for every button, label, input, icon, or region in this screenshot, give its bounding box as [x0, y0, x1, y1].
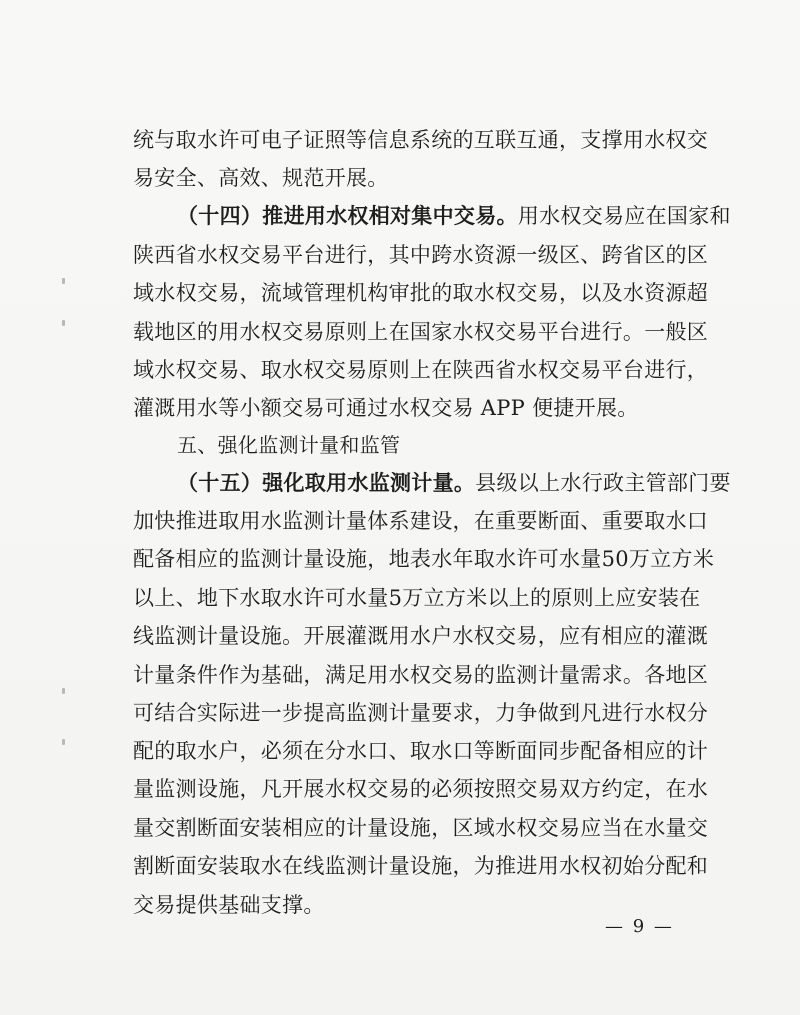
text-line-15: 计量条件作为基础，满足用水权交易的监测计量需求。各地区 — [133, 663, 709, 687]
text-line-18: 量监测设施，凡开展水权交易的必须按照交易双方约定，在水 — [133, 777, 709, 801]
section-14-title: （十四）推进用水权相对集中交易。 — [177, 203, 518, 228]
text-line-20: 割断面安装取水在线监测计量设施，为推进用水权初始分配和 — [133, 854, 709, 878]
text-line-11: 加快推进取用水监测计量体系建设，在重要断面、重要取水口 — [133, 509, 709, 533]
text-line-5: 域水权交易，流域管理机构审批的取水权交易，以及水资源超 — [133, 281, 709, 305]
page-number: — 9 — — [605, 916, 674, 937]
text-line-6: 载地区的用水权交易原则上在国家水权交易平台进行。一般区 — [133, 320, 709, 344]
text-line-19: 量交割断面安装相应的计量设施，区域水权交易应当在水量交 — [133, 816, 709, 840]
text-line-14: 线监测计量设施。开展灌溉用水户水权交易，应有相应的灌溉 — [133, 624, 709, 648]
text-line-4: 陕西省水权交易平台进行，其中跨水资源一级区、跨省区的区 — [133, 243, 709, 267]
text-line-21: 交易提供基础支撑。 — [133, 893, 325, 917]
section-14-text-start: 用水权交易应在国家和 — [517, 204, 731, 228]
section-5-heading: 五、强化监测计量和监管 — [177, 433, 401, 457]
text-line-13: 以上、地下水取水许可水量5万立方米以上的原则上应安装在 — [133, 586, 701, 610]
text-line-7: 域水权交易、取水权交易原则上在陕西省水权交易平台进行， — [133, 358, 709, 382]
section-15-heading-line — [177, 463, 731, 503]
text-line-16: 可结合实际进一步提高监测计量要求，力争做到凡进行水权分 — [133, 701, 709, 725]
text-line-1: 统与取水许可电子证照等信息系统的互联互通，支撑用水权交 — [133, 128, 709, 152]
text-line-8: 灌溉用水等小额交易可通过水权交易 APP 便捷开展。 — [133, 396, 639, 420]
text-line-17: 配的取水户，必须在分水口、取水口等断面同步配备相应的计 — [133, 739, 709, 763]
scan-speck — [62, 739, 65, 745]
section-15-title: （十五）强化取用水监测计量。 — [177, 470, 476, 495]
text-line-12: 配备相应的监测计量设施，地表水年取水许可水量50万立方米 — [133, 547, 715, 571]
scan-speck — [62, 688, 65, 694]
text-line-2: 易安全、高效、规范开展。 — [133, 166, 389, 190]
section-14-heading-line — [177, 196, 731, 236]
scan-speck — [62, 320, 65, 326]
section-15-text-start: 县级以上水行政主管部门要 — [475, 471, 731, 495]
scan-speck — [62, 278, 65, 284]
